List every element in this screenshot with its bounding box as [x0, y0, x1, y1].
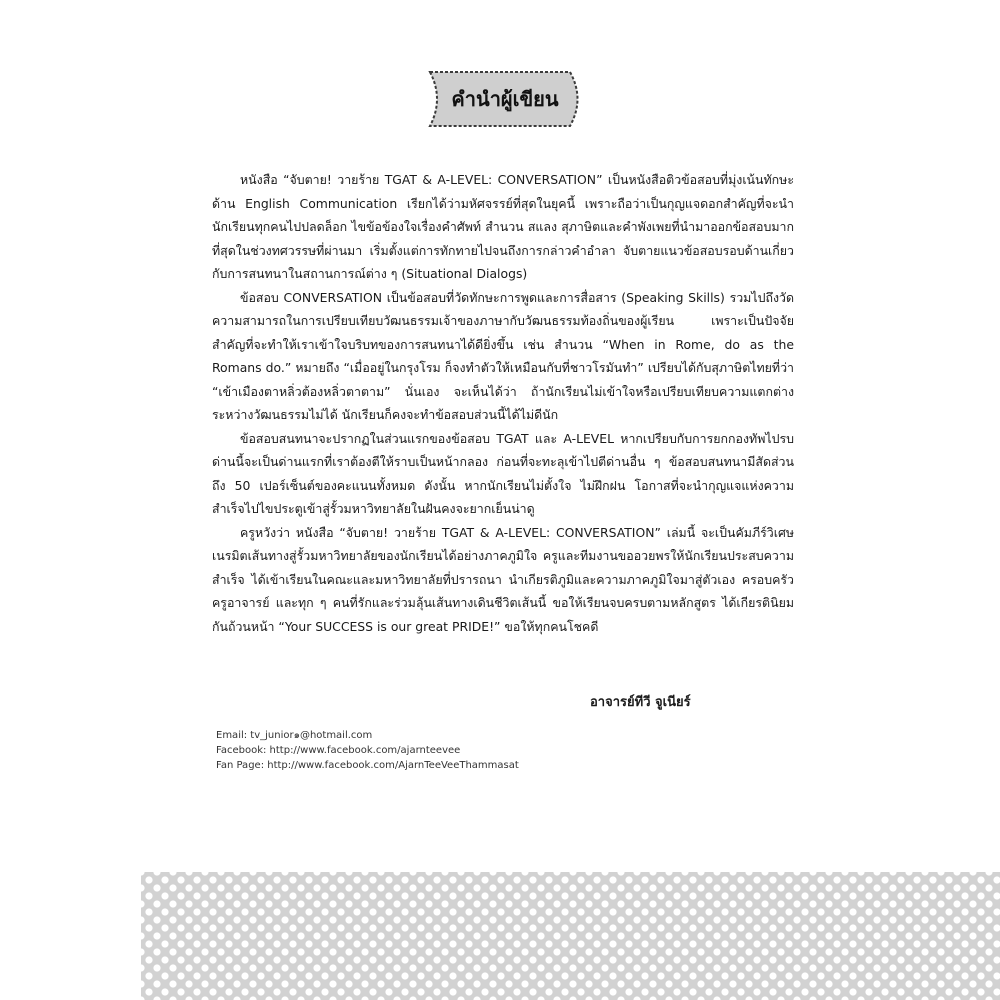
author-signature: อาจารย์ทีวี จูเนียร์	[590, 695, 691, 710]
paragraph-4: ครูหวังว่า หนังสือ “จับตาย! วายร้าย TGAT & A-LEVEL: CONVERSATION” เล่มนี้ จะเป็นคัมภีร์วิเศษเนรมิตเส้นทางสู่รั้วมหาวิทยาลัยของนักเรียนได้อย่างภาคภูมิใจ ครูและทีมงานขออวยพรให้นักเรียนประสบความสำเร็จ ได้เข้าเรียนในคณะและมหาวิทยาลัยที่ปรารถนา นำเกียรติภูมิและความภาคภูมิใจมาสู่ตัวเอง ครอบครัว ครูอาจารย์ และทุก ๆ คนที่รักและร่วมลุ้นเส้นทางเดินชีวิตเส้นนี้ ขอให้เรียนจบครบตามหลักสูตร ได้เกียรตินิยมกันถ้วนหน้า “Your SUCCESS is our great PRIDE!” ขอให้ทุกคนโชคดี	[212, 524, 794, 634]
preface-body	[212, 168, 794, 638]
paragraph-1: หนังสือ “จับตาย! วายร้าย TGAT & A-LEVEL: CONVERSATION” เป็นหนังสือติวข้อสอบที่มุ่งเน้นทักษะด้าน English Communication เรียกได้ว่ามหัศจรรย์ที่สุดในยุคนี้ เพราะถือว่าเป็นกุญแจดอกสำคัญที่จะนำนักเรียนทุกคนไปปลดล็อก ไขข้อข้องใจเรื่องคำศัพท์ สำนวน สแลง สุภาษิตและคำพังเพยที่นำมาออกข้อสอบมากที่สุดในช่วงทศวรรษที่ผ่านมา เริ่มตั้งแต่การทักทายไปจนถึงการกล่าวคำอำลา จับตายแนวข้อสอบรอบด้านเกี่ยวกับการสนทนาในสถานการณ์ต่าง ๆ (Situational Dialogs)	[212, 172, 794, 281]
contact-email: Email: tv_junior๑@hotmail.com	[216, 730, 373, 741]
contact-facebook: Facebook: http://www.facebook.com/ajarnteevee	[216, 745, 461, 756]
paragraph-2: ข้อสอบ CONVERSATION เป็นข้อสอบที่วัดทักษะการพูดและการสื่อสาร (Speaking Skills) รวมไปถึงวัดความสามารถในการเปรียบเทียบวัฒนธรรมเจ้าของภาษากับวัฒนธรรมท้องถิ่นของผู้เรียน เพราะเป็นปัจจัยสำคัญที่จะทำให้เราเข้าใจบริบทของการสนทนาได้ดียิ่งขึ้น เช่น สำนวน “When in Rome, do as the Romans do.” หมายถึง “เมื่ออยู่ในกรุงโรม ก็จงทำตัวให้เหมือนกับที่ชาวโรมันทำ” เปรียบได้กับสุภาษิตไทยที่ว่า “เข้าเมืองตาหลิ่วต้องหลิ่วตาตาม” นั่นเอง จะเห็นได้ว่า ถ้านักเรียนไม่เข้าใจหรือเปรียบเทียบความแตกต่างระหว่างวัฒนธรรมไม่ได้ นักเรียนก็คงจะทำข้อสอบส่วนนี้ได้ไม่ดีนัก	[212, 289, 794, 422]
contact-info	[216, 728, 616, 773]
paragraph-3: ข้อสอบสนทนาจะปรากฏในส่วนแรกของข้อสอบ TGAT และ A-LEVEL หากเปรียบกับการยกกองทัพไปรบ ด่านนี้จะเป็นด่านแรกที่เราต้องตีให้ราบเป็นหน้ากลอง ก่อนที่จะทะลุเข้าไปตีด่านอื่น ๆ ข้อสอบสนทนามีสัดส่วนถึง 50 เปอร์เซ็นต์ของคะแนนทั้งหมด ดังนั้น หากนักเรียนไม่ตั้งใจ ไม่ฝึกฝน โอกาสที่จะนำกุญแจแห่งความสำเร็จไปไขประตูเข้าสู่รั้วมหาวิทยาลัยในฝันคงจะยากเย็นน่าดู	[212, 430, 794, 516]
title-badge	[420, 66, 590, 132]
contact-fan-page: Fan Page: http://www.facebook.com/AjarnTeeVeeThammasat	[216, 760, 519, 771]
polka-dot-footer	[141, 872, 1000, 1000]
page-title: คำนำผู้เขียน	[451, 87, 559, 111]
